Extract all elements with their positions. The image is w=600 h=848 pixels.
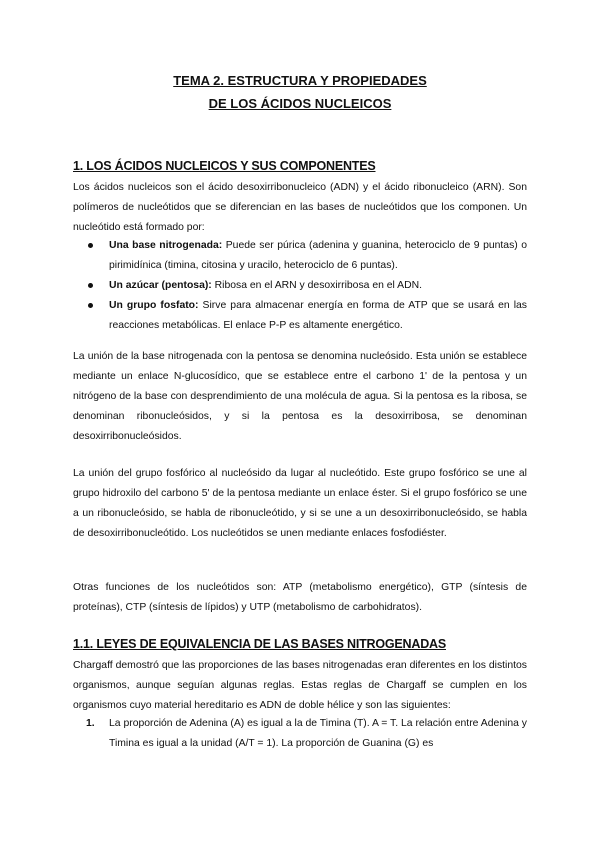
list-item xyxy=(73,236,527,276)
list-item xyxy=(73,296,527,336)
section-1-1-intro: Chargaff demostró que las proporciones de las bases nitrogenadas eran diferentes en los distintos organismos, aunque seguían algunas reglas. Estas reglas de Chargaff se cumplen en los organismos cuyo material hereditario es ADN de doble hélice y son las siguientes: xyxy=(73,660,527,711)
bullet-term: Una base nitrogenada: xyxy=(109,240,223,251)
bullet-text: Puede ser púrica (adenina y guanina, heterociclo de 9 puntas) o pirimidínica (timina, citosina y uracilo, heterociclo de 6 puntas). xyxy=(109,240,527,271)
item-text: La proporción de Adenina (A) es igual a la de Timina (T). A = T. La relación entre Adenina y Timina es igual a la unidad (A/T = 1). La proporción de Guanina (G) es xyxy=(109,718,527,749)
item-number: 1. xyxy=(86,718,95,729)
section-1-intro: Los ácidos nucleicos son el ácido desoxirribonucleico (ADN) y el ácido ribonucleico (ARN). Son polímeros de nucleótidos que se diferencian en las bases de nucleótidos que los componen. Un nucleótido está formado por: xyxy=(73,182,527,233)
bullet-dot-icon xyxy=(88,283,93,288)
nucleotide-paragraph: La unión del grupo fosfórico al nucleósido da lugar al nucleótido. Este grupo fosfórico se une al grupo hidroxilo del carbono 5' de la pentosa mediante un enlace éster. Si el grupo fosfórico se une a un ribonucleósido, se habla de ribonucleótido, y si se une a un desoxirribonucleósido, se habla de desoxirribonucleótido. Los nucleótidos se unen mediante enlaces fosfodiéster. xyxy=(73,468,527,539)
chargaff-rules-list xyxy=(73,714,527,754)
bullet-term: Un grupo fosfato: xyxy=(109,300,199,311)
section-1-heading: 1. LOS ÁCIDOS NUCLEICOS Y SUS COMPONENTES xyxy=(73,159,376,173)
document-title-line-2: DE LOS ÁCIDOS NUCLEICOS xyxy=(208,96,392,111)
bullet-dot-icon xyxy=(88,243,93,248)
list-item xyxy=(73,714,527,754)
bullet-text: Ribosa en el ARN y desoxirribosa en el ADN. xyxy=(211,280,422,291)
bullet-term: Un azúcar (pentosa): xyxy=(109,280,212,291)
nucleoside-paragraph: La unión de la base nitrogenada con la pentosa se denomina nucleósido. Esta unión se establece mediante un enlace N-glucosídico, que se establece entre el carbono 1' de la pentosa y un nitrógeno de la base con desprendimiento de una molécula de agua. Si la pentosa es la ribosa, se denominan ribonucleósidos, y si la pentosa es la desoxirribosa, se denominan desoxirribonucleósidos. xyxy=(73,351,527,442)
components-list xyxy=(73,236,527,336)
section-1-1-heading: 1.1. LEYES DE EQUIVALENCIA DE LAS BASES NITROGENADAS xyxy=(73,637,446,651)
functions-paragraph: Otras funciones de los nucleótidos son: ATP (metabolismo energético), GTP (síntesis de proteínas), CTP (síntesis de lípidos) y UTP (metabolismo de carbohidratos). xyxy=(73,582,527,613)
bullet-text: Sirve para almacenar energía en forma de ATP que se usará en las reacciones metabólicas. El enlace P-P es altamente energético. xyxy=(109,300,527,331)
list-item xyxy=(73,276,527,296)
bullet-dot-icon xyxy=(88,303,93,308)
document-title-line-1: TEMA 2. ESTRUCTURA Y PROPIEDADES xyxy=(173,73,427,88)
